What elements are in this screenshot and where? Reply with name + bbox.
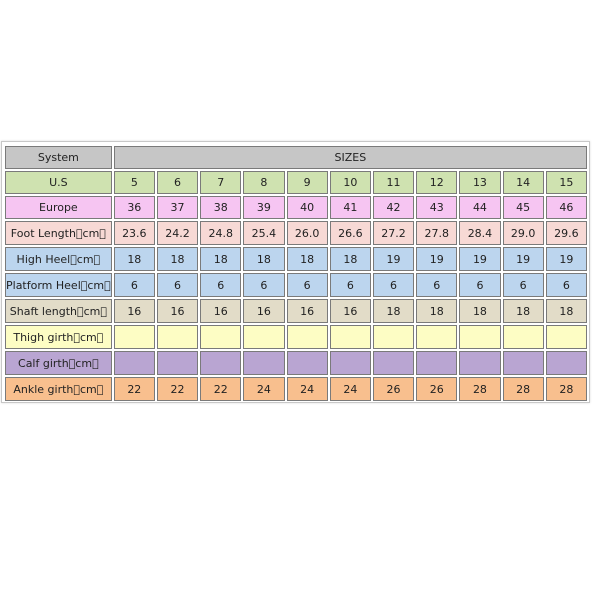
size-cell	[416, 325, 457, 349]
size-cell: 18	[416, 299, 457, 323]
size-cell: 22	[200, 377, 241, 401]
size-cell: 18	[200, 247, 241, 271]
size-cell: 40	[287, 196, 328, 219]
system-header-cell: System	[5, 146, 112, 169]
row-label-ankle-girth: Ankle girth cm 	[5, 377, 112, 401]
size-cell: 18	[503, 299, 544, 323]
size-cell: 12	[416, 171, 457, 194]
size-row-platform-heel	[5, 273, 587, 297]
size-chart-body	[5, 146, 587, 401]
size-cell: 43	[416, 196, 457, 219]
size-cell: 22	[157, 377, 198, 401]
size-cell: 19	[503, 247, 544, 271]
row-label-platform-heel: Platform Heel cm 	[5, 273, 112, 297]
size-cell: 18	[373, 299, 414, 323]
size-cell: 26.6	[330, 221, 371, 245]
size-cell	[373, 351, 414, 375]
size-cell	[416, 351, 457, 375]
size-cell	[287, 325, 328, 349]
size-cell: 6	[373, 273, 414, 297]
size-cell: 6	[157, 273, 198, 297]
size-cell: 6	[416, 273, 457, 297]
size-cell	[373, 325, 414, 349]
size-cell: 18	[243, 247, 284, 271]
row-label-shaft-length: Shaft length cm 	[5, 299, 112, 323]
size-cell: 6	[330, 273, 371, 297]
size-cell: 36	[114, 196, 155, 219]
size-cell: 37	[157, 196, 198, 219]
size-cell: 24	[243, 377, 284, 401]
size-cell	[503, 325, 544, 349]
size-cell	[243, 351, 284, 375]
size-row-calf-girth	[5, 351, 587, 375]
row-label-calf-girth: Calf girth cm 	[5, 351, 112, 375]
size-cell: 6	[546, 273, 587, 297]
size-chart-frame	[1, 141, 590, 403]
size-cell: 29.6	[546, 221, 587, 245]
size-row-shaft-length	[5, 299, 587, 323]
size-cell	[157, 325, 198, 349]
size-cell	[330, 325, 371, 349]
size-cell: 18	[287, 247, 328, 271]
size-cell	[503, 351, 544, 375]
row-label-us: U.S	[5, 171, 112, 194]
size-row-high-heel	[5, 247, 587, 271]
size-cell: 19	[459, 247, 500, 271]
header-row	[5, 146, 587, 169]
size-cell: 13	[459, 171, 500, 194]
size-row-ankle-girth	[5, 377, 587, 401]
size-cell: 45	[503, 196, 544, 219]
size-cell: 5	[114, 171, 155, 194]
size-cell: 24	[330, 377, 371, 401]
size-cell: 8	[243, 171, 284, 194]
size-cell: 16	[200, 299, 241, 323]
size-cell: 26	[373, 377, 414, 401]
size-cell	[546, 325, 587, 349]
size-cell: 26	[416, 377, 457, 401]
size-cell: 28	[503, 377, 544, 401]
size-cell: 7	[200, 171, 241, 194]
size-cell: 18	[330, 247, 371, 271]
size-cell	[200, 325, 241, 349]
size-cell: 25.4	[243, 221, 284, 245]
size-cell	[546, 351, 587, 375]
size-cell: 11	[373, 171, 414, 194]
row-label-europe: Europe	[5, 196, 112, 219]
size-cell: 19	[416, 247, 457, 271]
size-cell: 10	[330, 171, 371, 194]
row-label-high-heel: High Heel cm 	[5, 247, 112, 271]
size-row-thigh-girth	[5, 325, 587, 349]
size-cell: 16	[330, 299, 371, 323]
size-cell: 16	[287, 299, 328, 323]
size-chart-table	[3, 144, 589, 403]
size-cell: 19	[373, 247, 414, 271]
size-cell: 9	[287, 171, 328, 194]
size-cell: 16	[243, 299, 284, 323]
size-cell	[459, 351, 500, 375]
size-cell: 39	[243, 196, 284, 219]
size-cell: 28.4	[459, 221, 500, 245]
size-cell	[200, 351, 241, 375]
size-row-europe	[5, 196, 587, 219]
size-cell: 28	[459, 377, 500, 401]
size-cell: 6	[243, 273, 284, 297]
size-cell	[330, 351, 371, 375]
size-cell: 19	[546, 247, 587, 271]
size-cell: 18	[459, 299, 500, 323]
row-label-foot-length: Foot Length cm 	[5, 221, 112, 245]
size-cell: 18	[546, 299, 587, 323]
size-cell: 22	[114, 377, 155, 401]
size-cell	[243, 325, 284, 349]
size-cell: 6	[200, 273, 241, 297]
size-cell	[459, 325, 500, 349]
size-cell	[157, 351, 198, 375]
size-row-foot-length	[5, 221, 587, 245]
size-cell: 29.0	[503, 221, 544, 245]
size-cell: 24.8	[200, 221, 241, 245]
size-cell: 6	[459, 273, 500, 297]
row-label-thigh-girth: Thigh girth cm 	[5, 325, 112, 349]
size-cell: 16	[157, 299, 198, 323]
size-row-us	[5, 171, 587, 194]
size-cell	[114, 325, 155, 349]
sizes-header-cell: SIZES	[114, 146, 587, 169]
size-cell: 28	[546, 377, 587, 401]
size-cell: 41	[330, 196, 371, 219]
size-cell: 18	[157, 247, 198, 271]
size-cell: 23.6	[114, 221, 155, 245]
size-cell: 6	[287, 273, 328, 297]
size-cell	[114, 351, 155, 375]
size-cell: 15	[546, 171, 587, 194]
size-cell: 27.2	[373, 221, 414, 245]
size-cell: 6	[503, 273, 544, 297]
size-cell: 38	[200, 196, 241, 219]
size-cell: 46	[546, 196, 587, 219]
size-cell: 24	[287, 377, 328, 401]
size-cell: 18	[114, 247, 155, 271]
size-cell: 16	[114, 299, 155, 323]
size-cell: 42	[373, 196, 414, 219]
size-cell: 44	[459, 196, 500, 219]
size-cell	[287, 351, 328, 375]
size-cell: 6	[114, 273, 155, 297]
size-cell: 27.8	[416, 221, 457, 245]
size-cell: 14	[503, 171, 544, 194]
size-cell: 24.2	[157, 221, 198, 245]
size-cell: 6	[157, 171, 198, 194]
size-cell: 26.0	[287, 221, 328, 245]
